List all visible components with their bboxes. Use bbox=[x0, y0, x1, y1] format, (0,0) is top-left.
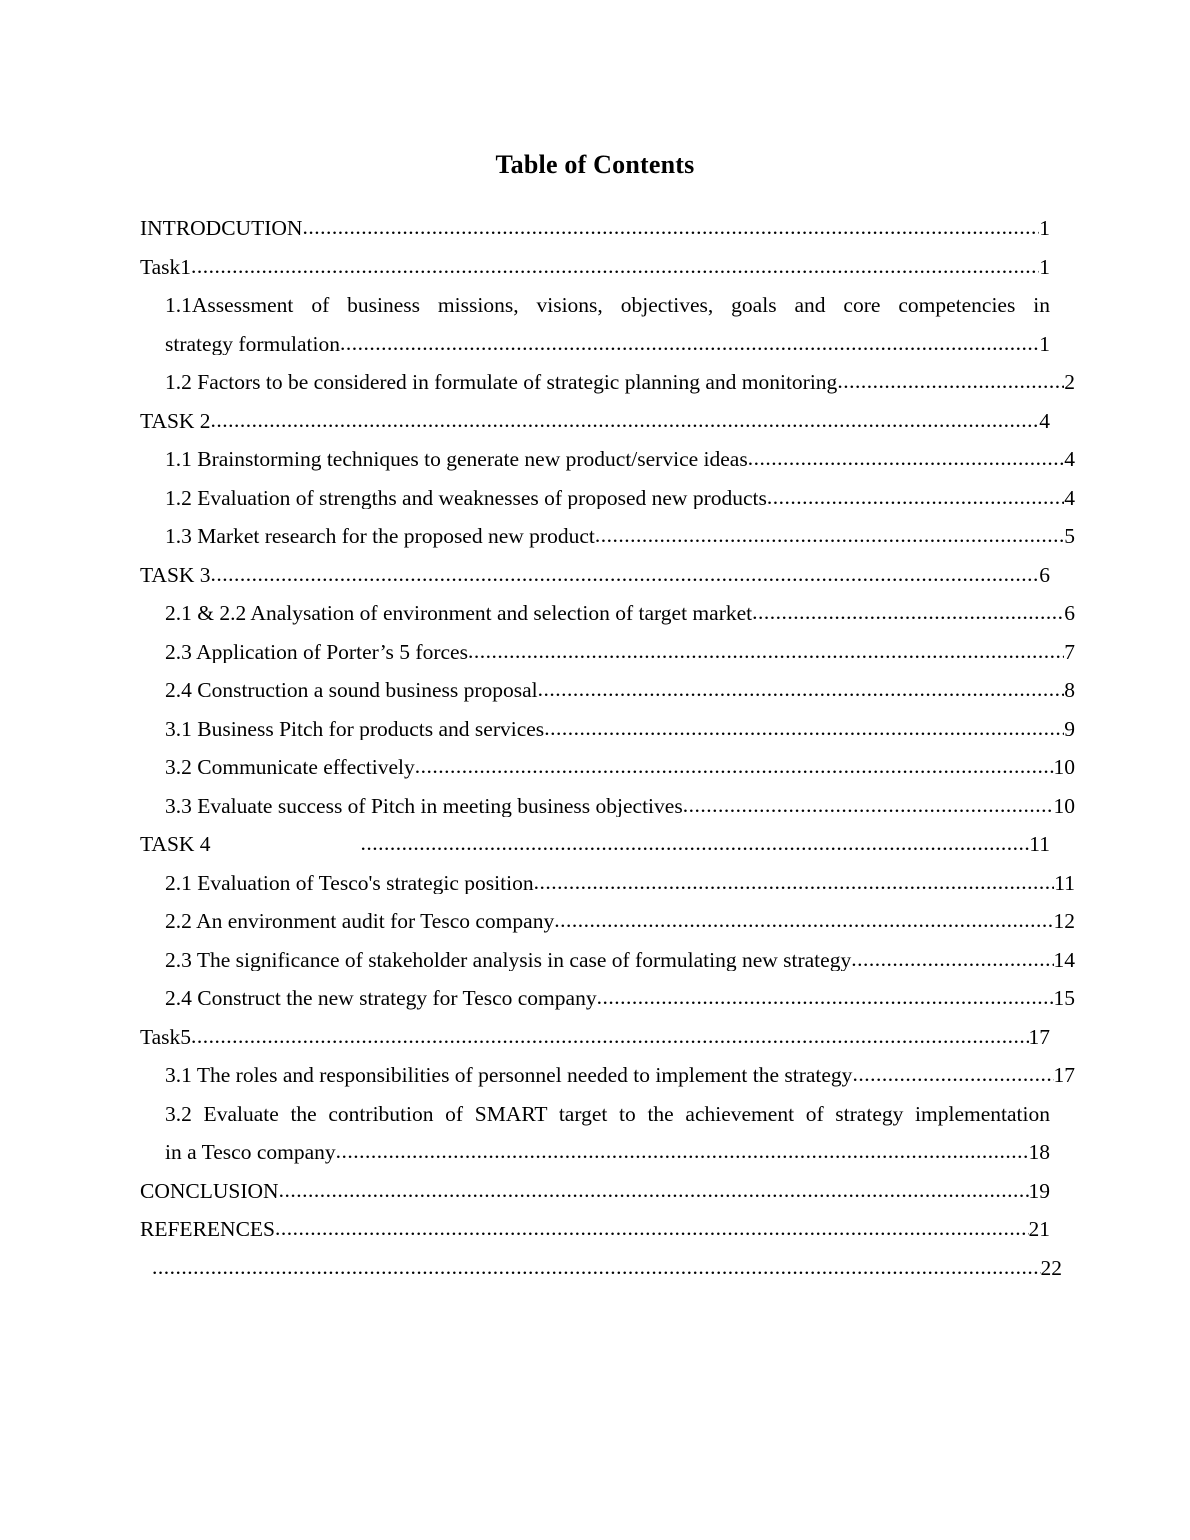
toc-entry-1-2-factors[interactable] bbox=[140, 372, 1075, 394]
toc-entry-label: 2.4 Construct the new strategy for Tesco company bbox=[165, 988, 597, 1010]
toc-entry-2-2-environment-audit[interactable] bbox=[140, 911, 1075, 933]
toc-entry-label: 2.2 An environment audit for Tesco company bbox=[165, 911, 555, 933]
toc-entry-2-4-business-proposal[interactable] bbox=[140, 680, 1075, 702]
toc-entry-3-3-evaluate-pitch[interactable] bbox=[140, 796, 1075, 818]
toc-entry-page: 2 bbox=[1064, 372, 1075, 394]
toc-entry-page: 11 bbox=[1029, 834, 1050, 856]
toc-entry-label: Task1 bbox=[140, 256, 192, 278]
toc-entry-page: 12 bbox=[1053, 911, 1075, 933]
toc-entry-3-2-communicate[interactable] bbox=[140, 757, 1075, 779]
dot-leader bbox=[340, 334, 1039, 355]
toc-entry-label: Task5 bbox=[140, 1026, 192, 1048]
toc-entry-page: 1 bbox=[1039, 218, 1050, 240]
toc-entry-page: 6 bbox=[1039, 564, 1050, 586]
dot-leader bbox=[597, 988, 1054, 1009]
dot-leader bbox=[211, 411, 1040, 432]
dot-leader bbox=[275, 1219, 1029, 1240]
toc-entry-label-line1: 3.2 Evaluate the contribution of SMART target to the achievement of strategy implementation bbox=[165, 1101, 1050, 1126]
toc-entry-label: 2.1 & 2.2 Analysation of environment and selection of target market bbox=[165, 603, 753, 625]
dot-leader bbox=[837, 372, 1064, 393]
dot-leader bbox=[852, 1065, 1053, 1086]
toc-entry-label: 1.3 Market research for the proposed new product bbox=[165, 526, 595, 548]
toc-entry-page: 22 bbox=[1040, 1257, 1062, 1279]
toc-entry-page: 5 bbox=[1064, 526, 1075, 548]
dot-leader bbox=[595, 526, 1064, 547]
toc-entry-introdcution[interactable] bbox=[140, 218, 1050, 240]
dot-leader bbox=[748, 449, 1065, 470]
dot-leader bbox=[683, 796, 1054, 817]
dot-leader bbox=[302, 218, 1039, 239]
dot-leader bbox=[152, 1258, 1041, 1279]
toc-entry-trailing[interactable] bbox=[140, 1258, 1062, 1280]
dot-leader bbox=[361, 834, 1030, 855]
toc-entry-2-4-new-strategy[interactable] bbox=[140, 988, 1075, 1010]
toc-entry-label: 1.1 Brainstorming techniques to generate new product/service ideas bbox=[165, 449, 748, 471]
toc-entry-page: 10 bbox=[1053, 757, 1075, 779]
toc-entry-page: 1 bbox=[1039, 333, 1050, 355]
toc-entry-label-line2: in a Tesco company bbox=[165, 1142, 336, 1164]
toc-entry-page: 1 bbox=[1039, 256, 1050, 278]
toc-entry-page: 15 bbox=[1053, 988, 1075, 1010]
toc-entry-task-3[interactable] bbox=[140, 565, 1050, 587]
toc-entry-label: TASK 3 bbox=[140, 564, 211, 586]
toc-entry-1-1-brainstorming[interactable] bbox=[140, 449, 1075, 471]
toc-entry-3-1-roles-responsibilities[interactable] bbox=[140, 1065, 1075, 1087]
toc-entry-label: TASK 4 bbox=[140, 834, 211, 856]
toc-entry-page: 19 bbox=[1028, 1180, 1050, 1202]
toc-entry-task1[interactable] bbox=[140, 257, 1050, 279]
toc-entry-2-1-tesco-strategic-position[interactable] bbox=[140, 873, 1075, 895]
toc-entry-label: 1.2 Factors to be considered in formulate of strategic planning and monitoring bbox=[165, 372, 838, 394]
toc-entry-task-4[interactable] bbox=[140, 834, 1050, 856]
toc-entry-label: 2.4 Construction a sound business proposal bbox=[165, 680, 538, 702]
dot-leader bbox=[468, 642, 1064, 663]
dot-leader bbox=[336, 1142, 1029, 1163]
toc-entry-page: 18 bbox=[1028, 1142, 1050, 1164]
toc-entry-page: 4 bbox=[1039, 410, 1050, 432]
toc-entry-label: 3.3 Evaluate success of Pitch in meeting business objectives bbox=[165, 795, 683, 817]
toc-entry-label: 2.3 The significance of stakeholder analysis in case of formulating new strategy bbox=[165, 949, 852, 971]
toc-entry-page: 14 bbox=[1053, 949, 1075, 971]
toc-entry-2-3-stakeholder-analysis[interactable] bbox=[140, 950, 1075, 972]
toc-entry-references[interactable] bbox=[140, 1219, 1050, 1241]
toc-entry-page: 7 bbox=[1064, 641, 1075, 663]
table-of-contents bbox=[140, 218, 1075, 1279]
toc-entry-label: TASK 2 bbox=[140, 410, 211, 432]
dot-leader bbox=[544, 719, 1064, 740]
dot-leader bbox=[191, 257, 1039, 278]
toc-entry-page: 10 bbox=[1053, 795, 1075, 817]
toc-entry-page: 4 bbox=[1064, 449, 1075, 471]
toc-entry-label: INTRODCUTION bbox=[140, 218, 303, 240]
toc-entry-1-3-market-research[interactable] bbox=[140, 526, 1075, 548]
toc-entry-label-line1: 1.1Assessment of business missions, visions, objectives, goals and core competencies in bbox=[165, 293, 1050, 317]
toc-entry-page: 21 bbox=[1028, 1219, 1050, 1241]
toc-entry-label: 3.1 Business Pitch for products and services bbox=[165, 718, 545, 740]
page-title: Table of Contents bbox=[495, 150, 695, 179]
toc-entry-2-1-2-2-analysation[interactable] bbox=[140, 603, 1075, 625]
toc-entry-3-2-smart-target[interactable] bbox=[140, 1101, 1050, 1164]
toc-entry-3-1-business-pitch[interactable] bbox=[140, 719, 1075, 741]
dot-leader bbox=[767, 488, 1064, 509]
dot-leader bbox=[191, 1027, 1028, 1048]
toc-entry-1-1-assessment[interactable] bbox=[140, 295, 1050, 355]
toc-entry-label: 3.1 The roles and responsibilities of personnel needed to implement the strategy bbox=[165, 1065, 853, 1087]
toc-entry-page: 17 bbox=[1028, 1026, 1050, 1048]
toc-entry-label: 3.2 Communicate effectively bbox=[165, 757, 415, 779]
toc-entry-label: 2.3 Application of Porter’s 5 forces bbox=[165, 641, 468, 663]
toc-entry-task5[interactable] bbox=[140, 1027, 1050, 1049]
toc-entry-label: CONCLUSION bbox=[140, 1180, 279, 1202]
toc-entry-label: 2.1 Evaluation of Tesco's strategic position bbox=[165, 872, 534, 894]
toc-entry-1-2-evaluation[interactable] bbox=[140, 488, 1075, 510]
dot-leader bbox=[554, 911, 1053, 932]
dot-leader bbox=[279, 1181, 1029, 1202]
dot-leader bbox=[534, 873, 1055, 894]
toc-entry-page: 11 bbox=[1054, 872, 1075, 894]
toc-entry-page: 17 bbox=[1053, 1065, 1075, 1087]
dot-leader bbox=[211, 565, 1040, 586]
toc-entry-page: 6 bbox=[1064, 603, 1075, 625]
dot-leader bbox=[415, 757, 1054, 778]
toc-entry-page: 4 bbox=[1064, 487, 1075, 509]
dot-leader bbox=[752, 603, 1064, 624]
toc-entry-2-3-porters-5-forces[interactable] bbox=[140, 642, 1075, 664]
toc-entry-label: 1.2 Evaluation of strengths and weaknesses of proposed new products bbox=[165, 487, 767, 509]
dot-leader bbox=[851, 950, 1053, 971]
toc-entry-task-2[interactable] bbox=[140, 411, 1050, 433]
toc-entry-conclusion[interactable] bbox=[140, 1181, 1050, 1203]
toc-entry-page: 9 bbox=[1064, 718, 1075, 740]
toc-entry-page: 8 bbox=[1064, 680, 1075, 702]
dot-leader bbox=[538, 680, 1065, 701]
toc-entry-label-line2: strategy formulation bbox=[165, 333, 340, 355]
toc-entry-label: REFERENCES bbox=[140, 1219, 275, 1241]
